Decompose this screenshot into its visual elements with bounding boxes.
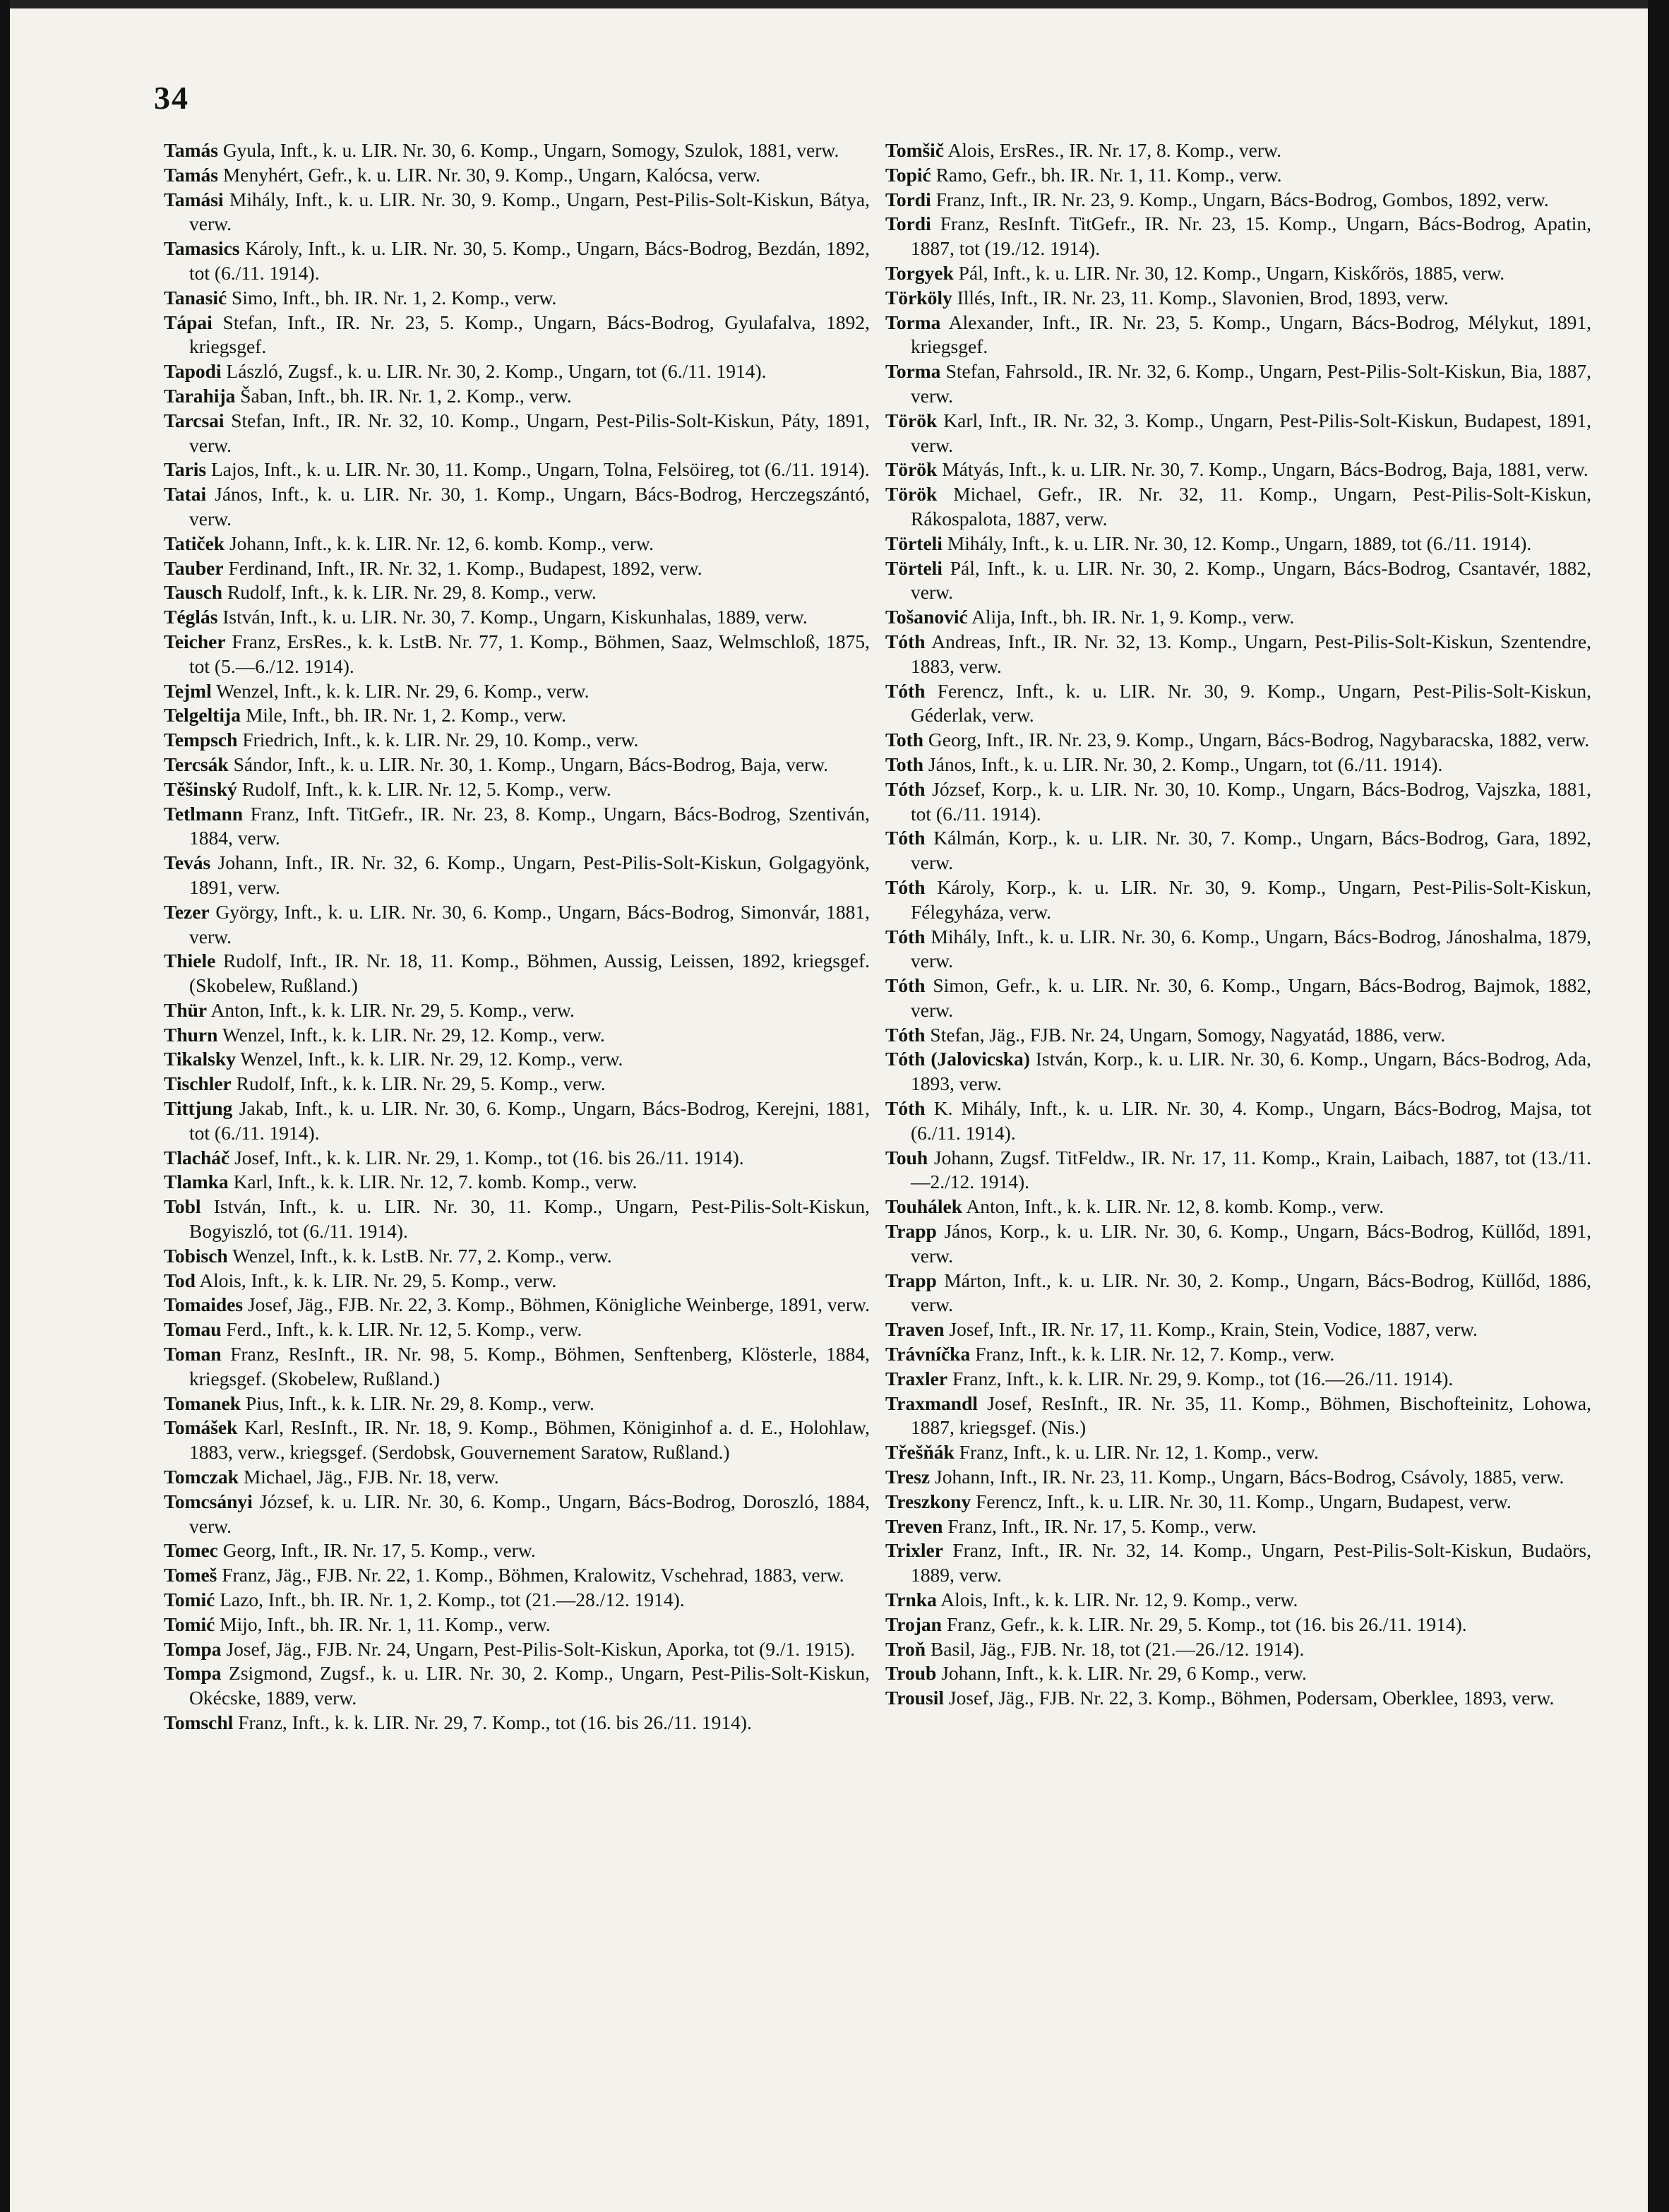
entry-surname: Tischler	[164, 1072, 232, 1095]
roster-entry	[164, 532, 870, 556]
entry-details: Anton, Inft., k. k. LIR. Nr. 12, 8. komb. Komp., verw.	[966, 1195, 1384, 1218]
entry-details: Mihály, Inft., k. u. LIR. Nr. 30, 6. Komp., Ungarn, Bács-Bodrog, Jánoshalma, 1879, verw.	[911, 925, 1591, 972]
entry-details: Károly, Inft., k. u. LIR. Nr. 30, 5. Komp., Ungarn, Bács-Bodrog, Bezdán, 1892, tot (6./11. 1914).	[189, 237, 870, 284]
entry-surname: Tordi	[885, 188, 931, 210]
entry-surname: Tetlmann	[164, 802, 244, 825]
roster-entry	[164, 163, 870, 188]
entry-surname: Tamás	[164, 163, 218, 186]
entry-details: Michael, Gefr., IR. Nr. 32, 11. Komp., Ungarn, Pest-Pilis-Solt-Kiskun, Rákospalota, 1887, verw.	[911, 483, 1591, 530]
entry-details: Ferdinand, Inft., IR. Nr. 32, 1. Komp., Budapest, 1892, verw.	[228, 556, 702, 579]
roster-entry	[885, 605, 1591, 630]
entry-surname: Treven	[885, 1514, 943, 1537]
roster-entry	[164, 1392, 870, 1416]
entry-details: Ramo, Gefr., bh. IR. Nr. 1, 11. Komp., verw.	[935, 163, 1282, 186]
entry-details: Wenzel, Inft., k. k. LIR. Nr. 29, 12. Komp., verw.	[240, 1048, 623, 1070]
entry-surname: Tomczak	[164, 1466, 239, 1488]
roster-entry	[164, 1563, 870, 1588]
roster-entry	[885, 875, 1591, 925]
roster-entry	[885, 532, 1591, 556]
entry-surname: Tauber	[164, 556, 224, 579]
entry-details: Stefan, Jäg., FJB. Nr. 24, Ungarn, Somogy, Nagyatád, 1886, verw.	[930, 1023, 1446, 1046]
entry-surname: Trnka	[885, 1589, 937, 1611]
entry-details: Jakab, Inft., k. u. LIR. Nr. 30, 6. Komp., Ungarn, Bács-Bodrog, Kerejni, 1881, tot (6./11. 1914).	[189, 1097, 870, 1144]
entry-surname: Telgeltija	[164, 704, 241, 727]
roster-entry	[164, 458, 870, 482]
entry-details: K. Mihály, Inft., k. u. LIR. Nr. 30, 4. Komp., Ungarn, Bács-Bodrog, Majsa, tot (6./11. 1914).	[911, 1097, 1592, 1144]
roster-entry	[164, 1170, 870, 1195]
roster-entry	[164, 1342, 870, 1392]
entry-details: Stefan, Inft., IR. Nr. 32, 10. Komp., Ungarn, Pest-Pilis-Solt-Kiskun, Páty, 1891, verw.	[189, 409, 871, 456]
entry-surname: Tarcsai	[164, 409, 225, 431]
entry-surname: Trojan	[885, 1613, 942, 1635]
entry-surname: Tamás	[164, 139, 218, 161]
entry-details: Johann, Inft., IR. Nr. 32, 6. Komp., Ungarn, Pest-Pilis-Solt-Kiskun, Golgagyönk, 1891, verw.	[189, 851, 870, 898]
entry-details: Georg, Inft., IR. Nr. 17, 5. Komp., verw.	[222, 1539, 536, 1562]
roster-entry	[885, 138, 1591, 163]
roster-entry	[885, 1047, 1591, 1096]
roster-entry	[164, 1195, 870, 1244]
entry-surname: Traxmandl	[885, 1392, 978, 1414]
entry-details: Pius, Inft., k. k. LIR. Nr. 29, 8. Komp., verw.	[245, 1392, 594, 1414]
entry-details: Franz, ErsRes., k. k. LstB. Nr. 77, 1. Komp., Böhmen, Saaz, Welmschloß, 1875, tot (5.—6./12. 1914).	[189, 630, 870, 677]
entry-surname: Topić	[885, 163, 931, 186]
entry-surname: Thür	[164, 998, 208, 1021]
entry-surname: Troň	[885, 1637, 926, 1660]
entry-surname: Thiele	[164, 950, 216, 972]
roster-entry	[885, 1661, 1591, 1686]
entry-surname: Tatai	[164, 483, 207, 506]
entry-details: Franz, Inft., IR. Nr. 32, 14. Komp., Ungarn, Pest-Pilis-Solt-Kiskun, Budaörs, 1889, verw.	[911, 1539, 1591, 1586]
entry-details: Wenzel, Inft., k. k. LstB. Nr. 77, 2. Komp., verw.	[232, 1244, 612, 1267]
page-number: 34	[154, 80, 189, 116]
entry-details: Stefan, Fahrsold., IR. Nr. 32, 6. Komp., Ungarn, Pest-Pilis-Solt-Kiskun, Bia, 1887, verw.	[911, 360, 1591, 407]
roster-entry	[164, 1538, 870, 1563]
scan-border-top	[0, 0, 1669, 8]
entry-surname: Tamasics	[164, 237, 240, 260]
entry-details: Johann, Zugsf. TitFeldw., IR. Nr. 17, 11. Komp., Krain, Laibach, 1887, tot (13./11.—2./12. 1914).	[911, 1146, 1592, 1193]
roster-entry	[885, 826, 1591, 875]
roster-entry	[885, 188, 1591, 213]
roster-entry	[885, 556, 1591, 606]
entry-surname: Traxler	[885, 1367, 948, 1389]
entry-details: István, Korp., k. u. LIR. Nr. 30, 6. Komp., Ungarn, Bács-Bodrog, Ada, 1893, verw.	[911, 1048, 1592, 1095]
roster-entry	[164, 900, 870, 950]
roster-entry	[885, 1514, 1591, 1539]
roster-entry	[885, 1342, 1591, 1367]
entry-details: Franz, ResInft. TitGefr., IR. Nr. 23, 15. Komp., Ungarn, Bács-Bodrog, Apatin, 1887, tot (19./12. 1914).	[911, 213, 1592, 260]
entry-surname: Tápai	[164, 311, 213, 333]
roster-entry	[164, 1661, 870, 1711]
roster-entry	[885, 1219, 1591, 1269]
entry-details: Josef, ResInft., IR. Nr. 35, 11. Komp., Böhmen, Bischofteinitz, Lohowa, 1887, kriegsgef. (Nis.)	[911, 1392, 1592, 1439]
entry-details: Alois, Inft., k. k. LIR. Nr. 12, 9. Komp., verw.	[940, 1589, 1298, 1611]
entry-surname: Tompa	[164, 1662, 222, 1685]
entry-surname: Touh	[885, 1146, 928, 1168]
entry-details: Georg, Inft., IR. Nr. 23, 9. Komp., Ungarn, Bács-Bodrog, Nagybaracska, 1882, verw.	[928, 729, 1590, 751]
entry-surname: Tarahija	[164, 384, 236, 407]
entry-details: Mihály, Inft., k. u. LIR. Nr. 30, 12. Komp., Ungarn, 1889, tot (6./11. 1914).	[947, 532, 1532, 554]
entry-details: Mile, Inft., bh. IR. Nr. 1, 2. Komp., verw.	[245, 704, 567, 727]
scan-border-right	[1648, 0, 1669, 2212]
entry-surname: Tlacháč	[164, 1146, 230, 1168]
entry-surname: Trousil	[885, 1687, 945, 1709]
entry-details: István, Inft., k. u. LIR. Nr. 30, 11. Komp., Ungarn, Pest-Pilis-Solt-Kiskun, Bogyiszló, tot (6./11. 1914).	[189, 1195, 871, 1243]
entry-surname: Tóth	[885, 974, 926, 997]
entry-surname: Tanasić	[164, 286, 227, 309]
entry-surname: Tomec	[164, 1539, 218, 1562]
roster-entry	[885, 1096, 1591, 1146]
roster-entry	[164, 138, 870, 163]
entry-details: Michael, Jäg., FJB. Nr. 18, verw.	[243, 1466, 499, 1488]
roster-entry	[164, 1613, 870, 1637]
entry-surname: Tomcsányi	[164, 1490, 253, 1512]
roster-entry	[885, 1392, 1591, 1441]
roster-entry	[885, 482, 1591, 532]
entry-details: Friedrich, Inft., k. k. LIR. Nr. 29, 10. Komp., verw.	[242, 729, 639, 751]
entry-details: János, Inft., k. u. LIR. Nr. 30, 1. Komp., Ungarn, Bács-Bodrog, Herczegszántó, verw.	[189, 483, 871, 530]
entry-surname: Tóth (Jalovicska)	[885, 1048, 1030, 1070]
roster-entry	[164, 1096, 870, 1146]
entry-surname: Tóth	[885, 630, 926, 652]
entry-surname: Tomić	[164, 1613, 215, 1635]
entry-surname: Tausch	[164, 581, 223, 604]
entry-surname: Toth	[885, 729, 924, 751]
entry-details: Mijo, Inft., bh. IR. Nr. 1, 11. Komp., verw.	[220, 1613, 551, 1635]
roster-entry	[885, 1023, 1591, 1048]
entry-surname: Tresz	[885, 1466, 931, 1488]
entry-surname: Tomášek	[164, 1416, 238, 1439]
entry-surname: Třešňák	[885, 1441, 955, 1464]
entry-details: Ferencz, Inft., k. u. LIR. Nr. 30, 9. Komp., Ungarn, Pest-Pilis-Solt-Kiskun, Géderlak, verw.	[911, 679, 1591, 727]
entry-details: Franz, Inft., k. k. LIR. Nr. 29, 7. Komp., tot (16. bis 26./11. 1914).	[238, 1711, 752, 1733]
entry-surname: Tomau	[164, 1318, 222, 1341]
entry-details: Karl, Inft., k. k. LIR. Nr. 12, 7. komb. Komp., verw.	[233, 1171, 638, 1193]
entry-details: Wenzel, Inft., k. k. LIR. Nr. 29, 6. Komp., verw.	[216, 679, 590, 702]
roster-entry	[885, 1465, 1591, 1490]
roster-entry	[885, 359, 1591, 409]
roster-entry	[885, 1269, 1591, 1318]
entry-surname: Tapodi	[164, 360, 222, 383]
entry-surname: Tobisch	[164, 1244, 228, 1267]
roster-entry	[885, 1490, 1591, 1514]
roster-entry	[885, 261, 1591, 286]
entry-details: Wenzel, Inft., k. k. LIR. Nr. 29, 12. Komp., verw.	[222, 1023, 605, 1046]
entry-surname: Törteli	[885, 556, 943, 579]
entry-surname: Tóth	[885, 777, 926, 800]
entry-surname: Téglás	[164, 606, 218, 628]
entry-details: Franz, Inft., k. u. LIR. Nr. 12, 1. Komp., verw.	[959, 1441, 1319, 1464]
right-column	[885, 138, 1591, 1711]
entry-surname: Tóth	[885, 925, 926, 947]
roster-entry	[164, 384, 870, 409]
roster-entry	[885, 728, 1591, 753]
entry-details: Johann, Inft., k. k. LIR. Nr. 29, 6 Komp., verw.	[941, 1662, 1307, 1685]
entry-surname: Tercsák	[164, 753, 229, 775]
roster-entry	[164, 777, 870, 802]
entry-surname: Tempsch	[164, 729, 238, 751]
entry-details: Anton, Inft., k. k. LIR. Nr. 29, 5. Komp., verw.	[210, 998, 575, 1021]
roster-entry	[164, 359, 870, 384]
entry-details: Josef, Inft., k. k. LIR. Nr. 29, 1. Komp., tot (16. bis 26./11. 1914).	[234, 1146, 744, 1168]
roster-entry	[164, 556, 870, 581]
entry-surname: Tatiček	[164, 532, 225, 554]
entry-surname: Trixler	[885, 1539, 943, 1562]
entry-surname: Torma	[885, 311, 941, 333]
entry-surname: Touhálek	[885, 1195, 963, 1218]
entry-details: Simon, Gefr., k. u. LIR. Nr. 30, 6. Komp., Ungarn, Bács-Bodrog, Bajmok, 1882, verw.	[911, 974, 1592, 1021]
entry-surname: Trávníčka	[885, 1343, 971, 1365]
entry-surname: Treszkony	[885, 1490, 971, 1512]
roster-entry	[164, 1146, 870, 1171]
roster-entry	[885, 974, 1591, 1023]
entry-details: Zsigmond, Zugsf., k. u. LIR. Nr. 30, 2. Komp., Ungarn, Pest-Pilis-Solt-Kiskun, Okécske, 1889, verw.	[189, 1662, 870, 1709]
entry-surname: Trapp	[885, 1220, 937, 1243]
entry-details: Franz, ResInft., IR. Nr. 98, 5. Komp., Böhmen, Senftenberg, Klösterle, 1884, kriegsgef. (Skobelew, Rußland.)	[189, 1343, 870, 1389]
roster-entry	[164, 679, 870, 704]
roster-entry	[885, 1588, 1591, 1613]
entry-details: Josef, Inft., IR. Nr. 17, 11. Komp., Krain, Stein, Vodice, 1887, verw.	[949, 1318, 1478, 1341]
roster-entry	[885, 679, 1591, 729]
roster-entry	[164, 1637, 870, 1662]
entry-surname: Törteli	[885, 532, 943, 554]
entry-details: Franz, Inft., k. k. LIR. Nr. 29, 9. Komp., tot (16.—26./11. 1914).	[952, 1367, 1454, 1389]
entry-details: Franz, Gefr., k. k. LIR. Nr. 29, 5. Komp., tot (16. bis 26./11. 1914).	[946, 1613, 1467, 1635]
entry-surname: Tordi	[885, 213, 931, 235]
entry-details: Franz, Inft., IR. Nr. 17, 5. Komp., verw.	[947, 1514, 1257, 1537]
entry-surname: Tomšič	[885, 139, 945, 161]
roster-entry	[885, 311, 1591, 360]
entry-details: Pál, Inft., k. u. LIR. Nr. 30, 12. Komp., Ungarn, Kiskőrös, 1885, verw.	[958, 261, 1505, 284]
roster-entry	[164, 802, 870, 851]
entry-details: Stefan, Inft., IR. Nr. 23, 5. Komp., Ungarn, Bács-Bodrog, Gyulafalva, 1892, kriegsgef.	[189, 311, 871, 358]
entry-surname: Török	[885, 483, 938, 506]
entry-surname: Taris	[164, 458, 207, 481]
entry-details: Johann, Inft., IR. Nr. 23, 11. Komp., Ungarn, Bács-Bodrog, Csávoly, 1885, verw.	[935, 1466, 1565, 1488]
entry-details: Károly, Korp., k. u. LIR. Nr. 30, 9. Komp., Ungarn, Pest-Pilis-Solt-Kiskun, Félegyháza, verw.	[911, 875, 1591, 923]
roster-entry	[164, 1490, 870, 1539]
roster-entry	[164, 311, 870, 360]
roster-entry	[164, 1269, 870, 1293]
roster-entry	[885, 1317, 1591, 1342]
roster-entry	[885, 458, 1591, 482]
entry-details: János, Korp., k. u. LIR. Nr. 30, 6. Komp., Ungarn, Bács-Bodrog, Küllőd, 1891, verw.	[911, 1220, 1591, 1267]
roster-entry	[164, 286, 870, 311]
entry-surname: Trapp	[885, 1269, 937, 1291]
entry-details: Franz, Inft. TitGefr., IR. Nr. 23, 8. Komp., Ungarn, Bács-Bodrog, Szentiván, 1884, verw.	[189, 802, 871, 849]
entry-surname: Tomaides	[164, 1293, 244, 1316]
entry-details: László, Zugsf., k. u. LIR. Nr. 30, 2. Komp., Ungarn, tot (6./11. 1914).	[226, 360, 767, 383]
roster-entry	[164, 1416, 870, 1465]
entry-surname: Tejml	[164, 679, 212, 702]
left-column	[164, 138, 870, 1735]
entry-details: György, Inft., k. u. LIR. Nr. 30, 6. Komp., Ungarn, Bács-Bodrog, Simonvár, 1881, verw.	[189, 900, 870, 947]
entry-surname: Traven	[885, 1318, 945, 1341]
roster-entry	[164, 1072, 870, 1096]
entry-details: János, Inft., k. u. LIR. Nr. 30, 2. Komp., Ungarn, tot (6./11. 1914).	[928, 753, 1443, 775]
entry-surname: Tompa	[164, 1637, 222, 1660]
entry-details: Karl, Inft., IR. Nr. 32, 3. Komp., Ungarn, Pest-Pilis-Solt-Kiskun, Budapest, 1891, verw.	[911, 409, 1592, 456]
entry-details: Márton, Inft., k. u. LIR. Nr. 30, 2. Komp., Ungarn, Bács-Bodrog, Küllőd, 1886, verw.	[911, 1269, 1591, 1316]
roster-entry	[164, 1244, 870, 1269]
roster-entry	[164, 630, 870, 679]
roster-entry	[885, 1440, 1591, 1465]
entry-surname: Tomić	[164, 1589, 215, 1611]
entry-surname: Török	[885, 409, 938, 431]
roster-entry	[164, 1711, 870, 1735]
entry-details: Mátyás, Inft., k. u. LIR. Nr. 30, 7. Komp., Ungarn, Bács-Bodrog, Baja, 1881, verw.	[942, 458, 1589, 481]
roster-entry	[885, 777, 1591, 827]
roster-entry	[164, 237, 870, 286]
roster-entry	[885, 1613, 1591, 1637]
entry-details: Franz, Inft., k. k. LIR. Nr. 12, 7. Komp., verw.	[975, 1343, 1335, 1365]
entry-details: József, Korp., k. u. LIR. Nr. 30, 10. Komp., Ungarn, Bács-Bodrog, Vajszka, 1881, tot (6./11. 1914).	[911, 777, 1592, 825]
entry-details: Alija, Inft., bh. IR. Nr. 1, 9. Komp., verw.	[971, 606, 1295, 628]
roster-entry	[164, 1465, 870, 1490]
roster-entry	[164, 409, 870, 458]
roster-entry	[164, 1317, 870, 1342]
roster-entry	[164, 998, 870, 1023]
entry-details: István, Inft., k. u. LIR. Nr. 30, 7. Komp., Ungarn, Kiskunhalas, 1889, verw.	[222, 606, 808, 628]
scan-border-left	[0, 0, 10, 2212]
entry-surname: Torgyek	[885, 261, 954, 284]
entry-surname: Těšinský	[164, 777, 237, 800]
roster-entry	[164, 1588, 870, 1613]
roster-entry	[885, 1686, 1591, 1711]
entry-details: Menyhért, Gefr., k. u. LIR. Nr. 30, 9. Komp., Ungarn, Kalócsa, verw.	[222, 163, 760, 186]
entry-details: Alois, ErsRes., IR. Nr. 17, 8. Komp., verw.	[947, 139, 1281, 161]
roster-entry	[164, 580, 870, 605]
entry-surname: Tamási	[164, 188, 224, 210]
roster-entry	[164, 703, 870, 728]
entry-details: Simo, Inft., bh. IR. Nr. 1, 2. Komp., verw.	[232, 286, 557, 309]
entry-surname: Teicher	[164, 630, 226, 652]
entry-surname: Tod	[164, 1269, 196, 1291]
entry-surname: Tóth	[885, 1097, 926, 1120]
entry-details: Josef, Jäg., FJB. Nr. 22, 3. Komp., Böhmen, Podersam, Oberklee, 1893, verw.	[948, 1687, 1555, 1709]
entry-surname: Tevás	[164, 851, 211, 874]
entry-details: Franz, Inft., IR. Nr. 23, 9. Komp., Ungarn, Bács-Bodrog, Gombos, 1892, verw.	[935, 188, 1549, 210]
roster-entry	[164, 1293, 870, 1317]
roster-entry	[885, 1195, 1591, 1219]
entry-details: Josef, Jäg., FJB. Nr. 24, Ungarn, Pest-Pilis-Solt-Kiskun, Aporka, tot (9./1. 1915).	[226, 1637, 856, 1660]
entry-surname: Tóth	[885, 1023, 926, 1046]
entry-details: Alexander, Inft., IR. Nr. 23, 5. Komp., Ungarn, Bács-Bodrog, Mélykut, 1891, kriegsgef.	[911, 311, 1592, 358]
roster-entry	[164, 728, 870, 753]
entry-surname: Thurn	[164, 1023, 218, 1046]
roster-entry	[885, 753, 1591, 777]
roster-entry	[164, 1047, 870, 1072]
entry-details: Lazo, Inft., bh. IR. Nr. 1, 2. Komp., tot (21.—28./12. 1914).	[220, 1589, 685, 1611]
entry-details: Andreas, Inft., IR. Nr. 32, 13. Komp., Ungarn, Pest-Pilis-Solt-Kiskun, Szentendre, 1883, verw.	[911, 630, 1591, 677]
entry-surname: Tittjung	[164, 1097, 233, 1120]
entry-surname: Tomschl	[164, 1711, 234, 1733]
entry-surname: Tóth	[885, 827, 926, 849]
entry-details: Mihály, Inft., k. u. LIR. Nr. 30, 9. Komp., Ungarn, Pest-Pilis-Solt-Kiskun, Bátya, verw.	[189, 188, 870, 235]
roster-entry	[885, 630, 1591, 679]
entry-surname: Törköly	[885, 286, 952, 309]
entry-details: Lajos, Inft., k. u. LIR. Nr. 30, 11. Komp., Ungarn, Tolna, Felsöireg, tot (6./11. 1914).	[211, 458, 870, 481]
entry-details: Rudolf, Inft., k. k. LIR. Nr. 29, 5. Komp., verw.	[236, 1072, 606, 1095]
entry-surname: Torma	[885, 360, 941, 383]
roster-entry	[164, 949, 870, 998]
entry-details: Ferd., Inft., k. k. LIR. Nr. 12, 5. Komp., verw.	[226, 1318, 582, 1341]
entry-surname: Tomanek	[164, 1392, 241, 1414]
roster-entry	[164, 605, 870, 630]
entry-surname: Tošanović	[885, 606, 968, 628]
entry-details: Kálmán, Korp., k. u. LIR. Nr. 30, 7. Komp., Ungarn, Bács-Bodrog, Gara, 1892, verw.	[911, 827, 1591, 874]
roster-entry	[164, 851, 870, 900]
roster-entry	[885, 925, 1591, 974]
entry-details: József, k. u. LIR. Nr. 30, 6. Komp., Ungarn, Bács-Bodrog, Doroszló, 1884, verw.	[189, 1490, 870, 1537]
entry-surname: Troub	[885, 1662, 937, 1685]
entry-details: Illés, Inft., IR. Nr. 23, 11. Komp., Slavonien, Brod, 1893, verw.	[957, 286, 1449, 309]
entry-surname: Tobl	[164, 1195, 201, 1218]
entry-details: Alois, Inft., k. k. LIR. Nr. 29, 5. Komp., verw.	[199, 1269, 557, 1291]
entry-details: Gyula, Inft., k. u. LIR. Nr. 30, 6. Komp., Ungarn, Somogy, Szulok, 1881, verw.	[222, 139, 839, 161]
entry-surname: Tóth	[885, 679, 926, 702]
entry-details: Josef, Jäg., FJB. Nr. 22, 3. Komp., Böhmen, Königliche Weinberge, 1891, verw.	[247, 1293, 870, 1316]
roster-entry	[164, 1023, 870, 1048]
roster-entry	[885, 286, 1591, 311]
entry-details: Rudolf, Inft., k. k. LIR. Nr. 12, 5. Komp., verw.	[241, 777, 611, 800]
roster-entry	[885, 163, 1591, 188]
entry-details: Ferencz, Inft., k. u. LIR. Nr. 30, 11. Komp., Ungarn, Budapest, verw.	[976, 1490, 1512, 1512]
entry-details: Pál, Inft., k. u. LIR. Nr. 30, 2. Komp., Ungarn, Bács-Bodrog, Csantavér, 1882, verw.	[911, 556, 1591, 604]
roster-entry	[164, 482, 870, 532]
entry-details: Franz, Jäg., FJB. Nr. 22, 1. Komp., Böhmen, Kralowitz, Vschehrad, 1883, verw.	[222, 1564, 844, 1586]
entry-surname: Tikalsky	[164, 1048, 236, 1070]
roster-entry	[164, 753, 870, 777]
entry-surname: Tlamka	[164, 1171, 229, 1193]
roster-entry	[885, 1146, 1591, 1195]
entry-details: Rudolf, Inft., IR. Nr. 18, 11. Komp., Böhmen, Aussig, Leissen, 1892, kriegsgef. (Skobelew, Rußland.)	[189, 950, 871, 997]
entry-surname: Tóth	[885, 875, 926, 898]
entry-details: Rudolf, Inft., k. k. LIR. Nr. 29, 8. Komp., verw.	[227, 581, 597, 604]
entry-details: Johann, Inft., k. k. LIR. Nr. 12, 6. komb. Komp., verw.	[229, 532, 654, 554]
entry-details: Šaban, Inft., bh. IR. Nr. 1, 2. Komp., verw.	[240, 384, 572, 407]
entry-surname: Toth	[885, 753, 924, 775]
entry-details: Karl, ResInft., IR. Nr. 18, 9. Komp., Böhmen, Königinhof a. d. E., Holohlaw, 1883, verw., kriegsgef. (Serdobsk, Gouvernement Saratow, Rußland.)	[189, 1416, 871, 1464]
roster-entry	[885, 212, 1591, 261]
roster-entry	[885, 1637, 1591, 1662]
entry-surname: Toman	[164, 1343, 222, 1365]
entry-surname: Tezer	[164, 900, 210, 923]
entry-surname: Török	[885, 458, 938, 481]
roster-entry	[885, 1367, 1591, 1392]
roster-entry	[885, 409, 1591, 458]
entry-details: Basil, Jäg., FJB. Nr. 18, tot (21.—26./12. 1914).	[930, 1637, 1305, 1660]
entry-surname: Tomeš	[164, 1564, 217, 1586]
entry-details: Sándor, Inft., k. u. LIR. Nr. 30, 1. Komp., Ungarn, Bács-Bodrog, Baja, verw.	[233, 753, 829, 775]
roster-entry	[885, 1538, 1591, 1588]
roster-entry	[164, 188, 870, 237]
